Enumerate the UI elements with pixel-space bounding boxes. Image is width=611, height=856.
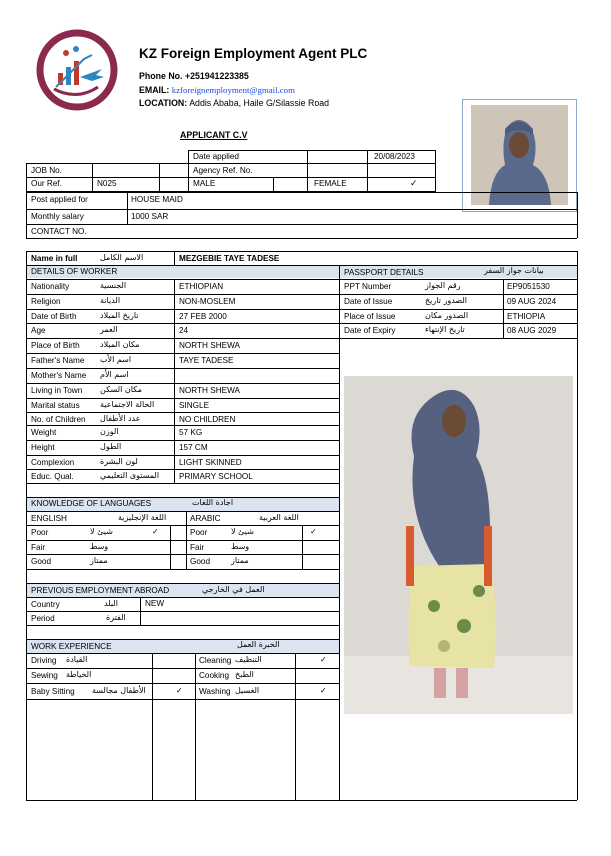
table-rule: [127, 192, 128, 224]
work-skill-check: ✓: [176, 686, 183, 695]
worker-field-value: LIGHT SKINNED: [179, 458, 242, 467]
english-level-label-ar: وسط: [90, 542, 109, 551]
work-skill-label-ar: القيادة: [66, 655, 88, 664]
company-name: KZ Foreign Employment Agent PLC: [139, 46, 368, 61]
company-logo: [36, 29, 118, 111]
table-rule: [26, 412, 339, 413]
english-level-label: Poor: [31, 528, 49, 537]
worker-field-label-ar: لون البشرة: [100, 457, 138, 466]
worker-field-label: Marital status: [31, 401, 80, 410]
table-rule: [26, 625, 339, 626]
email-label: EMAIL:: [139, 85, 170, 95]
table-rule: [26, 611, 339, 612]
female-label: FEMALE: [314, 179, 347, 188]
monthly-salary-value: 1000 SAR: [131, 212, 169, 221]
table-rule: [367, 150, 368, 192]
period-label-ar: الفترة: [106, 613, 126, 622]
table-rule: [174, 279, 175, 483]
contact-no-label: CONTACT NO.: [31, 227, 87, 236]
passport-field-label: PPT Number: [344, 282, 392, 291]
phone-value: +251941223385: [184, 71, 249, 81]
passport-field-label-ar: رقم الجواز: [425, 281, 461, 290]
work-skill-label-ar: الأطفال مجالسة: [92, 686, 146, 695]
arabic-level-label: Fair: [190, 543, 205, 552]
table-rule: [26, 800, 577, 801]
table-rule: [26, 209, 577, 210]
table-rule: [26, 668, 339, 669]
table-rule: [339, 294, 577, 295]
date-applied-value: 20/08/2023: [374, 152, 415, 161]
worker-field-value: 27 FEB 2000: [179, 312, 227, 321]
work-skill-label: Cooking: [199, 671, 230, 680]
table-rule: [26, 511, 339, 512]
passport-field-value: 08 AUG 2029: [507, 326, 557, 335]
worker-field-value: 24: [179, 326, 189, 335]
worker-field-label-ar: عدد الأطفال: [100, 414, 141, 423]
table-rule: [339, 279, 577, 280]
table-rule: [188, 150, 435, 151]
table-rule: [339, 265, 340, 800]
worker-field-label-ar: اسم الأم: [100, 370, 129, 379]
previous-header-ar: العمل في الخارجي: [202, 585, 265, 594]
arabic-level-label: Poor: [190, 528, 208, 537]
table-rule: [152, 653, 153, 800]
monthly-salary-label: Monthly salary: [31, 212, 84, 221]
worker-field-label-ar: الطول: [100, 442, 122, 451]
table-rule: [503, 279, 504, 338]
table-rule: [26, 294, 339, 295]
passport-field-label: Date of Issue: [344, 297, 393, 306]
table-rule: [26, 368, 339, 369]
table-rule: [26, 251, 577, 252]
worker-field-label-ar: مكان الميلاد: [100, 340, 140, 349]
worker-field-label-ar: الديانة: [100, 296, 121, 305]
table-rule: [26, 497, 339, 498]
worker-field-value: 57 KG: [179, 428, 203, 437]
table-rule: [26, 163, 27, 238]
table-rule: [26, 383, 339, 384]
table-rule: [26, 699, 339, 700]
english-level-label: Fair: [31, 543, 46, 552]
table-rule: [26, 353, 339, 354]
table-rule: [302, 525, 303, 569]
worker-field-label: No. of Children: [31, 415, 86, 424]
table-rule: [26, 653, 339, 654]
agency-ref-label: Agency Ref. No.: [193, 166, 253, 175]
table-rule: [26, 455, 339, 456]
table-rule: [26, 554, 339, 555]
details-header: DETAILS OF WORKER: [31, 267, 118, 276]
table-rule: [339, 338, 577, 339]
table-rule: [26, 440, 339, 441]
worker-field-value: PRIMARY SCHOOL: [179, 472, 253, 481]
worker-field-label: Nationality: [31, 282, 70, 291]
female-checkmark: ✓: [410, 178, 418, 188]
post-applied-value: HOUSE MAID: [131, 195, 183, 204]
passport-header-ar: بيانات جواز السفر: [484, 266, 544, 275]
worker-field-label-ar: العمر: [100, 325, 118, 334]
table-rule: [188, 150, 189, 192]
name-label: Name in full: [31, 254, 78, 263]
table-rule: [195, 653, 196, 800]
email-line: [139, 86, 295, 95]
arabic-label: ARABIC: [190, 514, 221, 523]
worker-field-value: NO CHILDREN: [179, 415, 236, 424]
languages-header: KNOWLEDGE OF LANGUAGES: [31, 499, 152, 508]
worker-field-label: Living in Town: [31, 386, 83, 395]
name-value: MEZGEBIE TAYE TADESE: [179, 254, 280, 263]
post-applied-label: Post applied for: [31, 195, 88, 204]
table-rule: [339, 323, 577, 324]
table-rule: [26, 238, 577, 239]
passport-field-value: ETHIOPIA: [507, 312, 546, 321]
table-rule: [26, 540, 339, 541]
english-level-check: ✓: [152, 527, 159, 536]
table-rule: [26, 177, 435, 178]
languages-header-ar: اجادة اللغات: [192, 498, 234, 507]
table-rule: [295, 653, 296, 800]
table-rule: [186, 511, 187, 569]
work-skill-label-ar: التنظيف: [235, 655, 262, 664]
worker-field-label: Religion: [31, 297, 61, 306]
full-body-photo: [344, 376, 573, 714]
work-skill-check: ✓: [320, 686, 327, 695]
table-rule: [435, 150, 436, 192]
worker-field-label: Father's Name: [31, 356, 85, 365]
work-skill-label: Baby Sitting: [31, 687, 75, 696]
work-skill-label: Driving: [31, 656, 57, 665]
table-rule: [140, 597, 141, 625]
passport-field-value: 09 AUG 2024: [507, 297, 557, 306]
work-skill-label-ar: الخياطة: [66, 670, 92, 679]
worker-field-label: Complexion: [31, 458, 75, 467]
worker-field-value: NORTH SHEWA: [179, 386, 240, 395]
country-label: Country: [31, 600, 60, 609]
work-skill-label: Sewing: [31, 671, 58, 680]
table-rule: [26, 163, 435, 164]
our-ref-value: N025: [97, 179, 117, 188]
table-rule: [159, 163, 160, 192]
table-rule: [26, 597, 339, 598]
table-rule: [26, 323, 339, 324]
worker-field-label-ar: المستوى التعليمي: [100, 471, 160, 480]
english-level-label: Good: [31, 557, 52, 566]
table-rule: [26, 224, 577, 225]
table-rule: [26, 469, 339, 470]
worker-field-label-ar: مكان السكن: [100, 385, 142, 394]
passport-field-label-ar: الصدور مكان: [425, 311, 469, 320]
table-rule: [273, 177, 274, 192]
worker-field-value: 157 CM: [179, 443, 208, 452]
worker-field-value: TAYE TADESE: [179, 356, 234, 365]
table-rule: [577, 251, 578, 800]
passport-photo: [471, 105, 568, 205]
table-rule: [577, 192, 578, 238]
table-rule: [170, 525, 171, 569]
cv-title: APPLICANT C.V: [180, 130, 248, 140]
worker-field-label: Age: [31, 326, 46, 335]
table-rule: [26, 398, 339, 399]
table-rule: [26, 569, 339, 570]
previous-header: PREVIOUS EMPLOYMENT ABROAD: [31, 586, 170, 595]
job-no-label: JOB No.: [31, 166, 62, 175]
worker-field-label: Educ. Qual.: [31, 472, 74, 481]
work-skill-label-ar: الغسيل: [235, 686, 260, 695]
worker-field-label: Mother's Name: [31, 371, 87, 380]
worker-field-label-ar: الوزن: [100, 427, 119, 436]
table-rule: [26, 639, 339, 640]
table-rule: [26, 425, 339, 426]
worker-field-value: ETHIOPIAN: [179, 282, 224, 291]
worker-field-label-ar: الجنسية: [100, 281, 127, 290]
passport-field-label: Date of Expiry: [344, 326, 396, 335]
english-level-label-ar: شيئ لا: [90, 527, 113, 536]
worker-field-label: Height: [31, 443, 55, 452]
worker-field-label-ar: تاريخ الميلاد: [100, 311, 139, 320]
work-skill-label-ar: الطبخ: [235, 670, 254, 679]
table-rule: [26, 309, 339, 310]
english-label: ENGLISH: [31, 514, 67, 523]
name-label-ar: الاسم الكامل: [100, 253, 144, 262]
period-label: Period: [31, 614, 55, 623]
table-rule: [307, 150, 308, 192]
work-header: WORK EXPERIENCE: [31, 642, 112, 651]
work-header-ar: الخبرة العمل: [237, 640, 280, 649]
location-line: [139, 99, 329, 108]
passport-header: PASSPORT DETAILS: [344, 268, 424, 277]
worker-field-value: SINGLE: [179, 401, 210, 410]
worker-field-value: NON-MOSLEM: [179, 297, 236, 306]
country-value: NEW: [145, 599, 165, 608]
table-rule: [26, 192, 577, 193]
worker-field-label: Weight: [31, 428, 57, 437]
table-rule: [174, 251, 175, 265]
date-applied-label: Date applied: [193, 152, 239, 161]
table-rule: [92, 163, 93, 192]
table-rule: [339, 309, 577, 310]
arabic-level-label-ar: وسط: [231, 542, 250, 551]
location-label: LOCATION:: [139, 98, 188, 108]
table-rule: [26, 525, 339, 526]
phone-line: [139, 72, 249, 81]
english-level-label-ar: ممتاز: [90, 556, 108, 565]
male-label: MALE: [193, 179, 216, 188]
passport-field-value: EP9051530: [507, 282, 550, 291]
passport-photo-frame: [462, 99, 577, 212]
arabic-level-label-ar: شيئ لا: [231, 527, 254, 536]
arabic-label-ar: اللغة العربية: [259, 513, 299, 522]
passport-field-label-ar: الصدور تاريخ: [425, 296, 467, 305]
table-rule: [26, 483, 339, 484]
work-skill-label: Washing: [199, 687, 231, 696]
email-link[interactable]: kzforeignemployment@gmail.com: [171, 85, 295, 95]
worker-field-label-ar: الحالة الاجتماعية: [100, 400, 155, 409]
arabic-level-check: ✓: [310, 527, 317, 536]
worker-field-label: Place of Birth: [31, 341, 80, 350]
arabic-level-label-ar: ممتاز: [231, 556, 249, 565]
passport-field-label: Place of Issue: [344, 312, 396, 321]
work-skill-label: Cleaning: [199, 656, 232, 665]
work-skill-check: ✓: [320, 655, 327, 664]
arabic-level-label: Good: [190, 557, 211, 566]
worker-field-value: NORTH SHEWA: [179, 341, 240, 350]
table-rule: [26, 338, 339, 339]
worker-field-label: Date of Birth: [31, 312, 77, 321]
country-label-ar: البلد: [104, 599, 118, 608]
table-rule: [26, 683, 339, 684]
phone-label: Phone No.: [139, 71, 183, 81]
our-ref-label: Our Ref.: [31, 179, 62, 188]
english-label-ar: اللغة الإنجليزية: [118, 513, 167, 522]
worker-field-label-ar: اسم الأب: [100, 355, 132, 364]
table-rule: [26, 279, 339, 280]
location-value: Addis Ababa, Haile G/Silassie Road: [189, 98, 330, 108]
passport-field-label-ar: تاريخ الإنتهاء: [425, 325, 465, 334]
table-rule: [26, 583, 339, 584]
